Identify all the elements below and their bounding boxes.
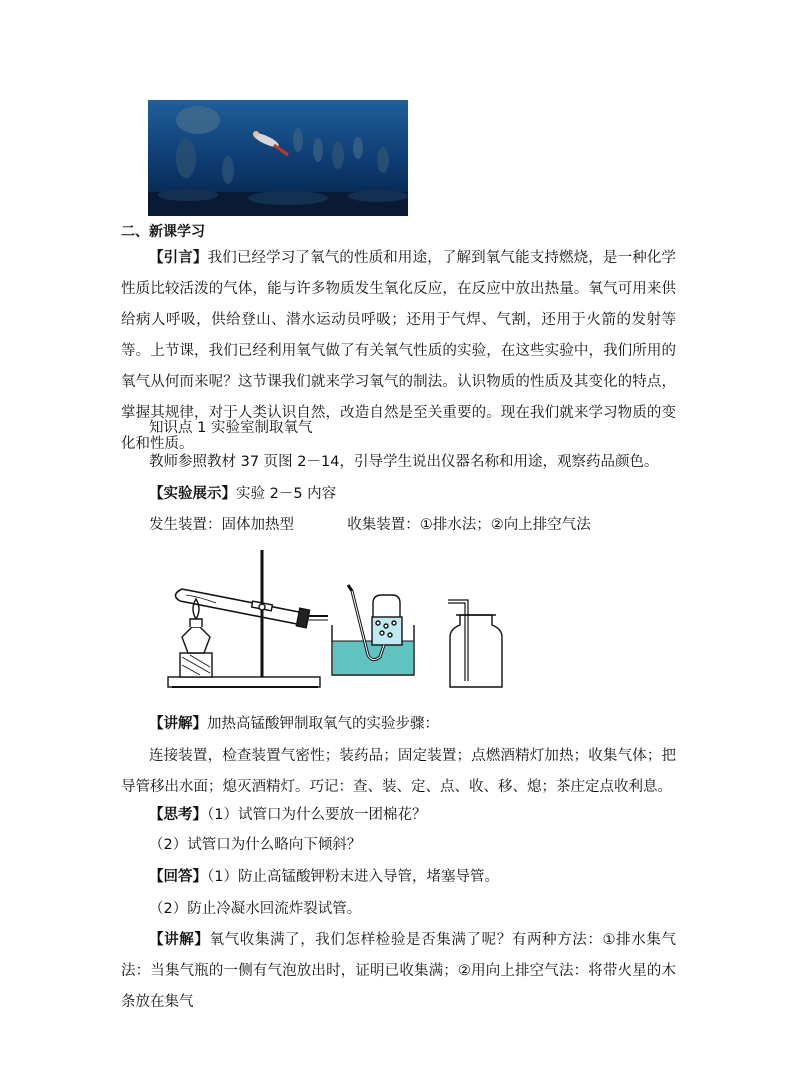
think-q1: （1）试管口为什么要放一团棉花？ — [207, 807, 427, 823]
explain1-text: 加热高锰酸钾制取氧气的实验步骤： — [207, 716, 439, 732]
knowledge-point: 知识点 1 实验室制取氧气 — [149, 420, 313, 436]
water-collection-apparatus — [332, 585, 414, 675]
explain2-text: 氧气收集满了，我们怎样检验是否集满了呢？有两种方法：①排水集气法：当集气瓶的一侧有气泡放出时，证明已收集满；②用向上排空气法：将带火星的木条放在集气 — [121, 932, 677, 1010]
explain1-line — [149, 712, 439, 733]
air-collection-apparatus — [448, 600, 502, 687]
demo-tag: 【实验展示】 — [149, 486, 236, 502]
intro-tag: 【引言】 — [149, 250, 208, 266]
demo-text: 实验 2－5 内容 — [236, 486, 337, 502]
answer-tag: 【回答】 — [149, 869, 207, 885]
apparatus-diagrams — [160, 545, 505, 695]
intro-text: 我们已经学习了氧气的性质和用途，了解到氧气能支持燃烧，是一种化学性质比较活泼的气体，能与许多物质发生氧化反应，在反应中放出热量。氧气可用来供给病人呼吸，供给登山、潜水运动员呼吸；还用于气焊、气割，还用于火箭的发射等等。上节课，我们已经利用氧气做了有关氧气性质的实验，在这些实验中，我们所用的氧气从何而来呢？这节课我们就来学习氧气的制法。认识物质的性质及其变化的特点，掌握其规律，对于人类认识自然，改造自然是至关重要的。现在我们就来学习物质的变化和性质。 — [121, 250, 677, 452]
devices-line — [149, 513, 591, 534]
explain1-tag: 【讲解】 — [149, 716, 207, 732]
think-q2: （2）试管口为什么略向下倾斜？ — [149, 837, 362, 853]
answer-a2: （2）防止冷凝水回流炸裂试管。 — [149, 901, 362, 917]
answer-a1: （1）防止高锰酸钾粉末进入导管，堵塞导管。 — [207, 869, 499, 885]
underwater-diver-photo — [148, 100, 408, 216]
explain2-tag: 【讲解】 — [149, 932, 210, 948]
teacher-note: 教师参照教材 37 页图 2－14，引导学生说出仪器名称和用途，观察药品颜色。 — [149, 454, 659, 470]
collector-device: 收集装置：①排水法；②向上排空气法 — [347, 517, 591, 533]
heating-apparatus — [168, 550, 328, 687]
think-line — [149, 803, 426, 824]
generator-device: 发生装置：固体加热型 — [149, 517, 294, 533]
section-heading: 二、新课学习 — [121, 224, 205, 240]
answer-line — [149, 865, 499, 886]
steps-paragraph: 连接装置，检查装置气密性；装药品；固定装置；点燃酒精灯加热；收集气体；把导管移出水面；熄灭酒精灯。巧记：查、装、定、点、收、移、熄；茶庄定点收利息。 — [121, 748, 676, 795]
demo-line — [149, 482, 336, 503]
think-tag: 【思考】 — [149, 807, 207, 823]
explain2-paragraph — [121, 925, 676, 1018]
